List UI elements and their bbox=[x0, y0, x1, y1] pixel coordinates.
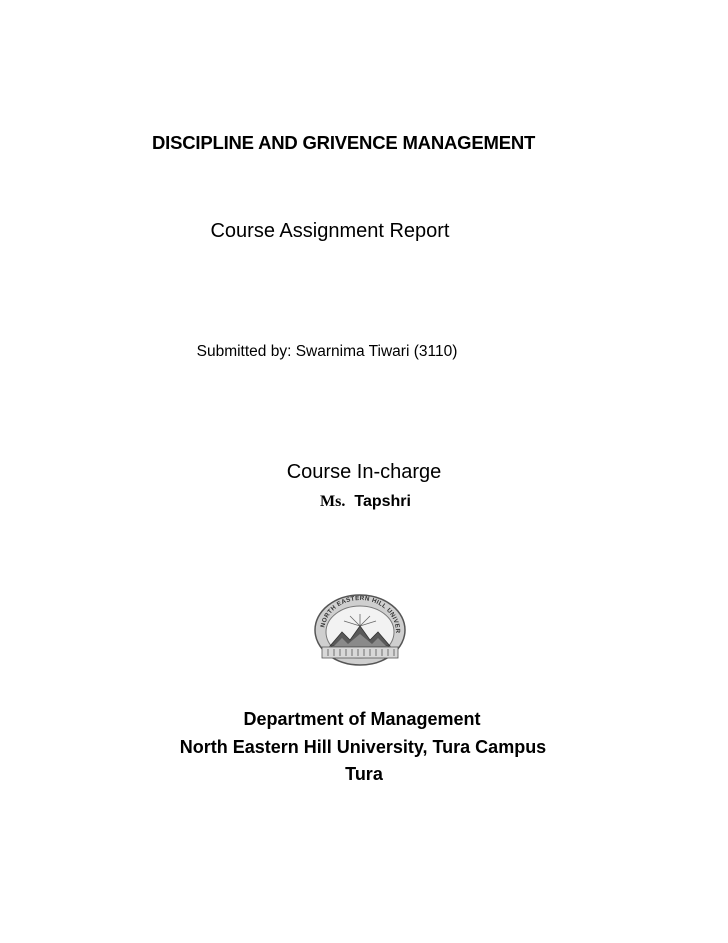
report-subtitle: Course Assignment Report bbox=[210, 220, 450, 242]
department-row bbox=[0, 709, 728, 730]
city-name: Tura bbox=[345, 764, 383, 784]
university-emblem-icon bbox=[312, 592, 408, 666]
report-title: DISCIPLINE AND GRIVENCE MANAGEMENT bbox=[152, 132, 536, 153]
university-row bbox=[0, 737, 728, 758]
city-row bbox=[0, 764, 728, 785]
university-name: North Eastern Hill University, Tura Campus bbox=[179, 737, 547, 757]
report-subtitle-row bbox=[0, 220, 728, 243]
course-incharge-name-row bbox=[0, 493, 728, 511]
emblem-ring-text: NORTH EASTERN HILL UNIVER bbox=[319, 594, 402, 634]
course-incharge-label: Course In-charge bbox=[286, 461, 442, 483]
department-name: Department of Management bbox=[243, 709, 481, 729]
submitted-by: Submitted by: Swarnima Tiwari (3110) bbox=[196, 343, 458, 360]
course-incharge-label-row bbox=[0, 461, 728, 484]
course-incharge-honorific: Ms. bbox=[320, 493, 346, 510]
course-incharge-name: Tapshri bbox=[354, 493, 411, 510]
submitted-by-row bbox=[0, 343, 728, 361]
